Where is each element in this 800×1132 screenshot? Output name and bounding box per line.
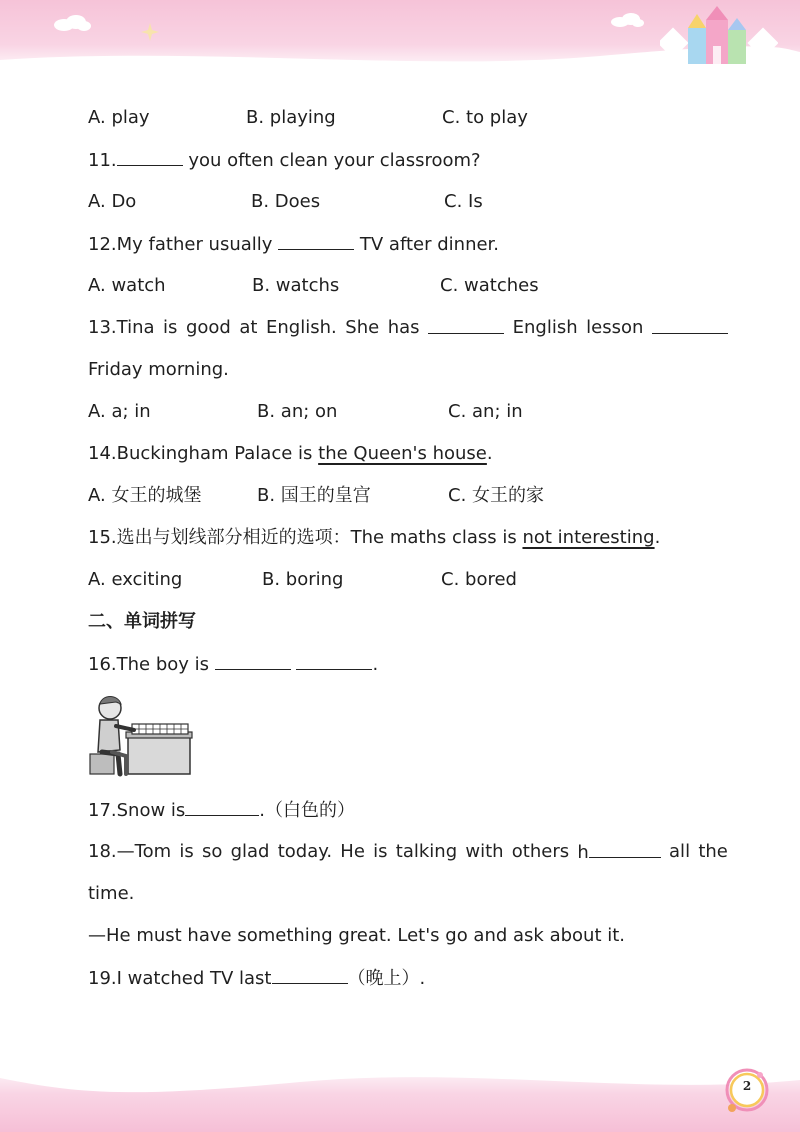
q13-option-b: B. an; on (257, 401, 338, 422)
castle-icon (660, 6, 778, 70)
question-18 (88, 840, 728, 865)
answer-blank[interactable] (296, 652, 372, 670)
q11-option-a: A. Do (88, 191, 137, 212)
word: today. (277, 841, 333, 862)
word: English (512, 317, 578, 338)
question-18-continued: time. (88, 883, 135, 904)
word: so (201, 841, 223, 862)
q11-option-c: C. Is (444, 191, 483, 212)
question-text: . (654, 527, 661, 548)
question-18-reply: —He must have something great. Let's go and ask about it. (88, 925, 626, 946)
word: She (345, 317, 380, 338)
word: h (577, 842, 589, 863)
question-text: . (372, 654, 379, 675)
q12-option-a: A. watch (88, 275, 166, 296)
word: lesson (586, 317, 644, 338)
word: is (163, 317, 178, 338)
q15-option-c: C. bored (441, 569, 517, 590)
answer-blank[interactable] (589, 840, 661, 858)
q14-option-a: A. 女王的城堡 (88, 485, 202, 506)
question-text: 12.My father usually (88, 234, 279, 255)
word: He (340, 841, 365, 862)
word: others (511, 841, 570, 862)
q13-option-c: C. an; in (448, 401, 523, 422)
q10-option-b: B. playing (246, 107, 336, 128)
page-number: 2 (742, 1079, 752, 1093)
question-19 (88, 966, 425, 991)
word: good (185, 317, 231, 338)
word: 13.Tina (88, 317, 155, 338)
question-16 (88, 652, 378, 677)
q15-option-b: B. boring (262, 569, 344, 590)
answer-blank[interactable] (428, 316, 504, 334)
underlined-phrase: the Queen's house (318, 443, 487, 464)
word: with (465, 841, 504, 862)
q10-option-a: A. play (88, 107, 150, 128)
question-text: （晚上）. (347, 968, 426, 989)
answer-blank[interactable] (278, 232, 354, 250)
word: English. (266, 317, 337, 338)
cloud-icon (52, 14, 92, 32)
word: the (698, 841, 728, 862)
question-13-continued: Friday morning. (88, 359, 229, 380)
question-number: 11. (88, 150, 117, 171)
q13-option-a: A. a; in (88, 401, 151, 422)
q15-option-a: A. exciting (88, 569, 183, 590)
footer-wave-decoration (0, 1058, 800, 1102)
q12-option-c: C. watches (440, 275, 539, 296)
word: at (239, 317, 258, 338)
question-text: 19.I watched TV last (88, 968, 272, 989)
question-13 (88, 316, 728, 340)
question-text: 17.Snow is (88, 800, 186, 821)
question-17 (88, 798, 355, 823)
answer-blank[interactable] (185, 798, 259, 816)
word: talking (395, 841, 458, 862)
question-text: 16.The boy is (88, 654, 215, 675)
question-text: you often clean your classroom? (182, 150, 481, 171)
question-text: . (486, 443, 493, 464)
answer-blank[interactable] (215, 652, 291, 670)
q12-option-b: B. watchs (252, 275, 340, 296)
cloud-icon (610, 12, 644, 28)
answer-blank[interactable] (272, 966, 348, 984)
word: glad (230, 841, 270, 862)
boy-playing-chess-illustration (88, 690, 196, 778)
question-text: .（白色的） (259, 800, 356, 821)
question-11 (88, 148, 481, 173)
answer-blank[interactable] (652, 316, 728, 334)
q14-option-c: C. 女王的家 (448, 485, 545, 506)
question-text: 15.选出与划线部分相近的选项：The maths class is (88, 527, 523, 548)
q11-option-b: B. Does (251, 191, 321, 212)
word: has (387, 317, 420, 338)
word: 18.—Tom (88, 841, 172, 862)
star-icon (140, 22, 160, 42)
word: is (179, 841, 194, 862)
q14-option-b: B. 国王的皇宫 (257, 485, 371, 506)
q10-option-c: C. to play (442, 107, 528, 128)
word: all (669, 841, 691, 862)
section-heading-spelling: 二、单词拼写 (88, 611, 196, 632)
answer-blank[interactable] (117, 148, 183, 166)
word: is (373, 841, 388, 862)
question-14 (88, 442, 493, 466)
question-12 (88, 232, 499, 257)
question-15 (88, 526, 660, 550)
question-text: TV after dinner. (354, 234, 500, 255)
question-text: 14.Buckingham Palace is (88, 443, 319, 464)
underlined-phrase: not interesting (522, 527, 655, 548)
